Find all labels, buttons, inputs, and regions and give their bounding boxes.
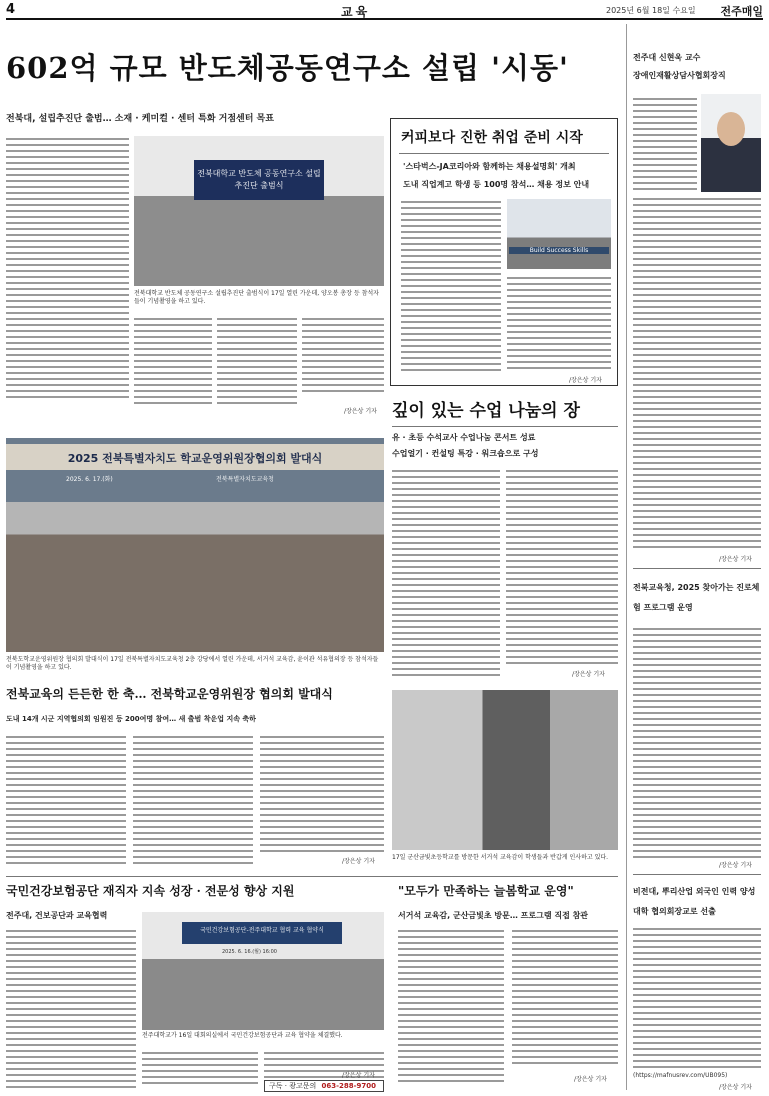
article6-photo-date: 2025. 6. 16.(월) 16:00	[222, 949, 277, 955]
article1-photo	[134, 136, 384, 286]
article1-body-col1	[6, 136, 129, 402]
article2-box	[390, 118, 618, 386]
article1-caption: 전북대학교 반도체 공동연구소 설립추진단 출범식이 17일 열린 가운데, 양오봉 총장 등 참석자들이 기념촬영을 하고 있다.	[134, 290, 379, 305]
article4-body-col2	[133, 734, 253, 864]
footer-label: 구독 · 광고문의	[269, 1082, 317, 1090]
article2-subhead1: '스타벅스-JA코리아와 함께하는 채용설명회' 개최	[403, 162, 576, 171]
article4-headline: 전북교육의 든든한 한 축… 전북학교운영위원장 협의회 발대식	[6, 687, 333, 701]
page-header	[6, 2, 763, 20]
side3-byline: /장은상 기자	[719, 1084, 752, 1091]
article4-photo-date: 2025. 6. 17.(화)	[66, 476, 113, 483]
article2-photo	[507, 199, 611, 269]
article1-byline: /장은상 기자	[344, 408, 377, 415]
article6-subhead: 전주대, 건보공단과 교육협력	[6, 911, 108, 920]
article2-photo-text: Build Success Skills	[509, 247, 609, 254]
side3-body	[633, 926, 761, 1072]
article4-byline: /장은상 기자	[342, 858, 375, 865]
article4-photo-host: 전북특별자치도교육청	[216, 476, 274, 483]
article6-body-col2	[142, 1050, 258, 1088]
article1-body-col4	[302, 316, 384, 396]
side1-title: 장애인재활상담사협회장직	[633, 71, 726, 80]
article3-subhead1: 유 · 초등 수석교사 수업나눔 콘서트 성료	[392, 433, 536, 442]
side1-body	[633, 196, 761, 552]
article3-subhead2: 수업얼기 · 컨설팅 특강 · 워크숍으로 구성	[392, 449, 539, 458]
article1-photo-banner: 전북대학교 반도체 공동연구소 설립추진단 출범식	[194, 160, 324, 200]
article1-body-col3	[217, 316, 297, 404]
article4-body-col3	[260, 734, 384, 852]
article2-headline: 커피보다 진한 취업 준비 시작	[401, 130, 583, 146]
side1-body-top	[633, 96, 697, 192]
side2-headline: 전북교육청, 2025 찾아가는 진로체험 프로그램 운영	[633, 583, 760, 612]
article6-headline: 국민건강보험공단 재직자 지속 성장 · 전문성 향상 지원	[6, 884, 295, 898]
sidebar-column	[626, 24, 763, 1090]
article6-photo-banner: 국민건강보험공단-전주대학교 협력 교육 협약식	[182, 922, 342, 944]
page-number: 4	[6, 2, 16, 17]
article4-photo	[6, 438, 384, 652]
side1-byline: /장은상 기자	[719, 556, 752, 563]
article2-body-col1	[401, 199, 501, 374]
article3-headline: 깊이 있는 수업 나눔의 장	[392, 401, 580, 421]
article2-subhead2: 도내 직업계고 학생 등 100명 참석… 채용 정보 안내	[403, 180, 590, 189]
side2-byline: /장은상 기자	[719, 862, 752, 869]
article3-body-col1	[392, 468, 500, 678]
article6-byline: /장은상 기자	[342, 1072, 375, 1079]
article4-body-col1	[6, 734, 126, 864]
article5-headline: "모두가 만족하는 늘봄학교 운영"	[398, 884, 574, 898]
article2-body-col2	[507, 275, 611, 371]
article2-byline: /장은상 기자	[569, 377, 602, 384]
article5-body-col2	[512, 928, 618, 1068]
main-column	[6, 24, 618, 1090]
article6-photo	[142, 912, 384, 1030]
side1-org: 전주대 신현욱 교수	[633, 53, 701, 62]
article6-caption: 전주대학교가 16일 대회의실에서 국민건강보험공단과 교육 협약을 체결했다.	[142, 1032, 343, 1039]
portrait-face	[717, 112, 745, 146]
article3-byline: /장은상 기자	[572, 671, 605, 678]
issue-date: 2025년 6월 18일 수요일	[606, 6, 696, 15]
article4-caption: 전북도학교운영위원장 협의회 발대식이 17일 전북특별자치도교육청 2층 강당에서 열린 가운데, 서거석 교육감, 윤이관 석유협의장 등 참석자들이 기념촬영을 하고 있다.	[6, 656, 379, 671]
article5-subhead: 서거석 교육감, 군산금빛초 방문… 프로그램 직접 참관	[398, 911, 589, 920]
footer-phone: 063-288-9700	[321, 1082, 377, 1090]
side3-url: (https://mafnusrev.com/UB095)	[633, 1072, 728, 1079]
side2-body	[633, 626, 761, 862]
article1-subhead: 전북대, 설립추진단 출범… 소재 · 케미컬 · 센터 특화 거점센터 목표	[6, 114, 274, 124]
section-name: 교육	[341, 5, 371, 19]
side3-headline: 비전대, 뿌리산업 외국인 인력 양성대학 협의회장교로 선출	[633, 887, 756, 916]
article1-body-col2	[134, 316, 212, 404]
article5-photo	[392, 690, 618, 850]
article6-body-col1	[6, 928, 136, 1088]
article5-caption: 17일 군산금빛초등학교를 방문한 서거석 교육감이 학생들과 반갑게 인사하고 있다.	[392, 854, 609, 861]
article5-byline: /장은상 기자	[574, 1076, 607, 1083]
footer-contact	[264, 1080, 384, 1092]
article4-photo-banner: 2025 전북특별자치도 학교운영위원장협의회 발대식	[6, 444, 384, 470]
article1-headline: 602억 규모 반도체공동연구소 설립 '시동'	[6, 51, 569, 85]
side1-portrait	[701, 94, 761, 192]
article3-body-col2	[506, 468, 618, 664]
paper-name: 전주매일	[720, 5, 763, 18]
article4-subhead: 도내 14개 시군 지역협의회 임원진 등 200여명 참여… 새 출범 착운업 지속 축하	[6, 715, 256, 723]
article5-body-col1	[398, 928, 504, 1086]
